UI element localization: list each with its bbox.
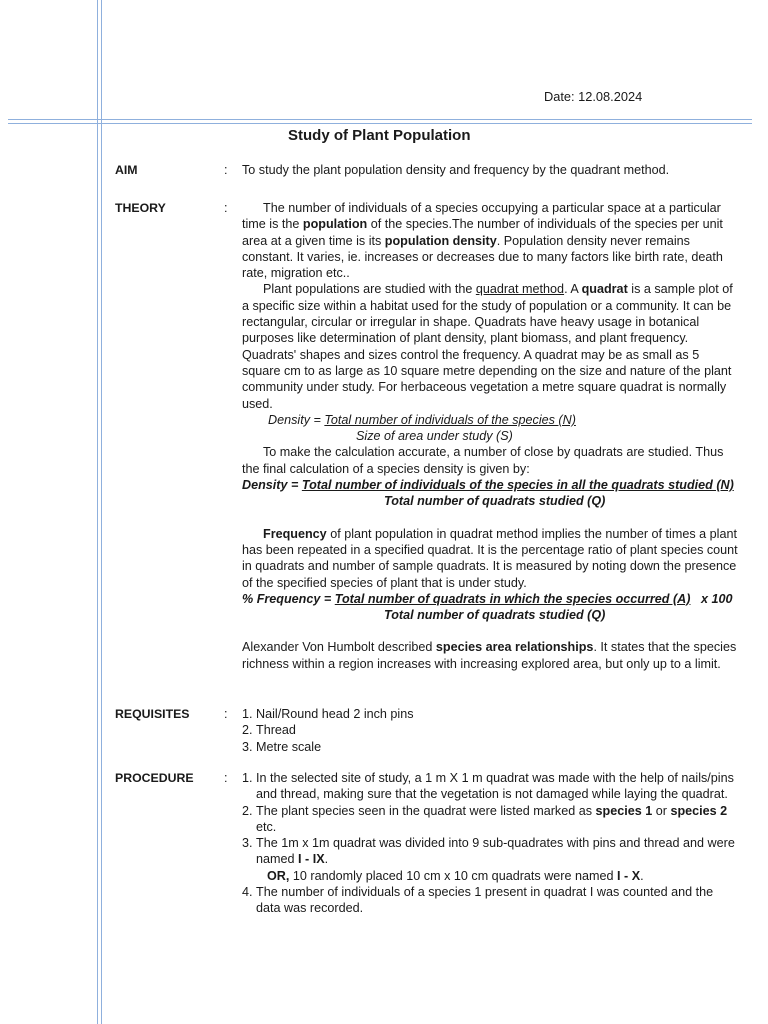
procedure-list — [242, 770, 738, 917]
frequency-formula-denominator: Total number of quadrats studied (Q) — [384, 608, 606, 623]
theory-paragraph-1: The number of individuals of a species occupying a particular space at a particular time is the population of the species.The number of individuals of the species per unit area at a given time is its population density. Population density never remains constant. It varies, ie. increases or decreases due to many factors like birth rate, death rate, migration etc.. — [242, 201, 723, 281]
requisites-colon: : — [224, 707, 228, 721]
theory-paragraph-3: To make the calculation accurate, a number of close by quadrats are studied. Thus the final calculation of a species density is given by: — [242, 445, 724, 476]
procedure-label: PROCEDURE — [115, 771, 194, 785]
list-item: 3. The 1m x 1m quadrat was divided into 9 sub-quadrates with pins and thread and were named I - IX. OR, 10 randomly placed 10 cm x 10 cm quadrats were named I - X. — [256, 835, 738, 884]
list-item: 2. Thread — [256, 722, 738, 738]
list-item: 2. The plant species seen in the quadrat were listed marked as species 1 or species 2 etc. — [256, 803, 738, 836]
density-formula-2-denominator: Total number of quadrats studied (Q) — [384, 494, 606, 509]
spacer — [242, 510, 738, 526]
list-item: 3. Metre scale — [256, 739, 738, 755]
list-item: 4. The number of individuals of a species 1 present in quadrat I was counted and the data was recorded. — [256, 884, 738, 917]
spacer — [242, 623, 738, 639]
header-line-inner — [8, 123, 752, 124]
density-formula-1: Density = Total number of individuals of the species (N) — [268, 412, 576, 427]
density-formula-2: Density = Total number of individuals of the species in all the quadrats studied (N) — [242, 478, 734, 493]
procedure-colon: : — [224, 771, 228, 785]
date: Date: 12.08.2024 — [544, 89, 643, 104]
frequency-formula: % Frequency = Total number of quadrats in which the species occurred (A) x 100 — [242, 591, 733, 606]
theory-paragraph-5: Alexander Von Humbolt described species area relationships. It states that the species richness within a region increases with increasing explored area, but only up to a limit. — [242, 640, 737, 671]
aim-colon: : — [224, 163, 228, 177]
page-title: Study of Plant Population — [288, 127, 471, 144]
aim-text: To study the plant population density and frequency by the quadrant method. — [242, 163, 670, 177]
margin-line-left — [97, 0, 98, 1024]
list-item: 1. Nail/Round head 2 inch pins — [256, 706, 738, 722]
margin-line-left-inner — [101, 0, 102, 1024]
density-formula-1-denominator: Size of area under study (S) — [356, 429, 513, 444]
requisites-list — [242, 706, 738, 755]
theory-colon: : — [224, 201, 228, 215]
theory-label: THEORY — [115, 201, 166, 215]
theory-section — [242, 200, 738, 672]
list-item: 1. In the selected site of study, a 1 m X 1 m quadrat was made with the help of nails/pins and thread, making sure that the vegetation is not damaged while laying the quadrat. — [256, 770, 738, 803]
requisites-label: REQUISITES — [115, 707, 190, 721]
header-line — [8, 119, 752, 120]
aim-label: AIM — [115, 163, 138, 177]
theory-paragraph-4: Frequency of plant population in quadrat method implies the number of times a plant has been repeated in a specified quadrat. It is the percentage ratio of plant species count in quadrats and number of sample quadrats. It is measured by noting down the presence of the specified species of plant that is under study. — [242, 526, 738, 590]
theory-paragraph-2: Plant populations are studied with the quadrat method. A quadrat is a sample plot of a specific size within a habitat used for the study of population or a community. It can be rectangular, circular or irregular in shape. Quadrats have heavy usage in botanical purposes like determination of plant density, plant biomass, and plant frequency. Quadrats' shapes and sizes control the frequency. A quadrat may be as small as 5 square cm to as large as 10 square metre depending on the size and nature of the plant community under study. For herbaceous vegetation a metre square quadrat is normally used. — [242, 282, 733, 411]
